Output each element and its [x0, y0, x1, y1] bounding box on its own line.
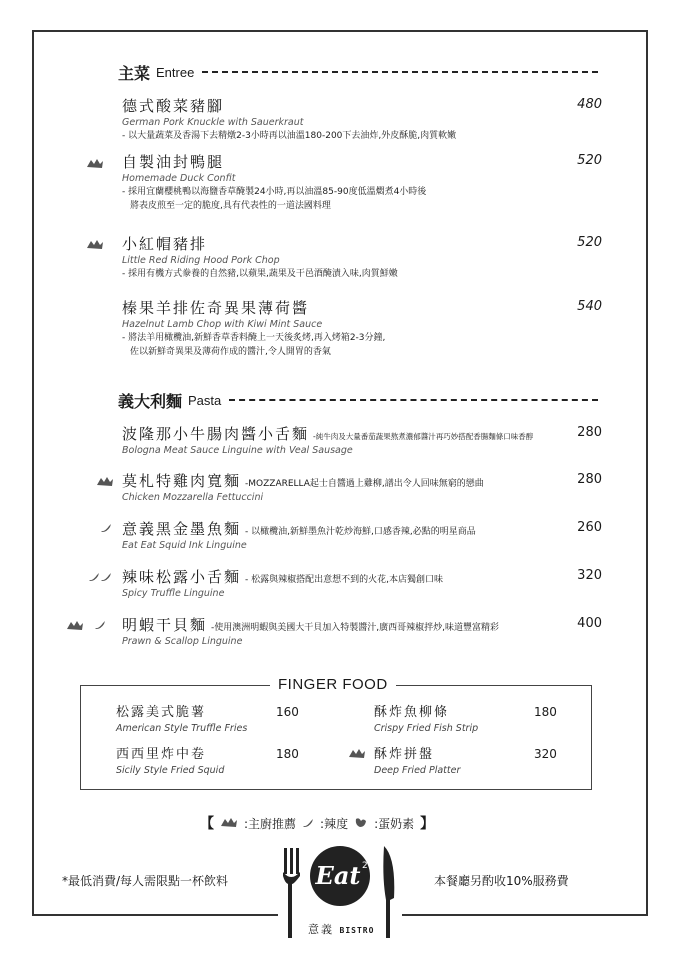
logo-text: Eat	[315, 861, 361, 890]
entree-title-zh: 主菜	[118, 63, 151, 83]
item-desc: -純牛肉及大量番茄蔬果熬煮濃郁醬汁再巧妙搭配香腸麵條口味香醇	[313, 432, 534, 441]
item-desc: - 採用有機方式豢養的自然豬,以蘋果,蔬果及干邑酒醃漬入味,肉質鮮嫩	[122, 269, 398, 279]
item-name-en: Deep Fried Platter	[374, 765, 461, 776]
item-price: 280	[577, 425, 602, 440]
item-name: 莫札特雞肉寬麵	[122, 472, 242, 490]
item-name-en: Spicy Truffle Linguine	[122, 588, 225, 599]
logo-subtitle	[308, 921, 374, 937]
item-name: 酥炸拼盤	[374, 747, 435, 762]
item-desc: -使用澳洲明蝦與美國大干貝加入特製醬汁,廣西哥辣椒拌炒,味道豐富精彩	[211, 623, 499, 633]
section-divider	[229, 399, 598, 401]
item-price: 180	[276, 747, 299, 761]
item-price: 180	[534, 705, 557, 719]
item-price: 400	[577, 616, 602, 631]
legend-spicy-label: :辣度	[320, 816, 349, 831]
item-name: 松露美式脆薯	[116, 705, 207, 720]
legend-veg-label: :蛋奶素	[374, 816, 415, 831]
chili-pepper-icon	[100, 572, 112, 582]
item-name-en: American Style Truffle Fries	[116, 723, 248, 734]
logo-sup: 2	[362, 861, 368, 871]
finger-food-title: FINGER FOOD	[270, 676, 396, 693]
eat-eat-bistro-logo	[278, 838, 402, 960]
item-name-en: Little Red Riding Hood Pork Chop	[122, 255, 280, 266]
legend-bracket-close: 】	[420, 816, 435, 832]
pasta-section-header	[118, 388, 598, 412]
item-name-en: Homemade Duck Confit	[122, 173, 236, 184]
item-price: 320	[577, 568, 602, 583]
menu-item	[122, 152, 602, 213]
item-name: 德式酸菜豬腳	[122, 97, 225, 115]
section-divider	[202, 71, 598, 73]
menu-item	[122, 519, 602, 552]
item-price: 540	[577, 299, 602, 314]
menu-item	[122, 567, 602, 600]
item-price: 160	[276, 705, 299, 719]
chef-recommend-icon	[86, 158, 104, 170]
egg-milk-vegetarian-icon	[354, 817, 368, 829]
item-price: 260	[577, 520, 602, 535]
item-name: 明蝦干貝麵	[122, 616, 208, 634]
item-desc: - 松露與辣椒搭配出意想不到的火花,本店獨創口味	[245, 575, 443, 585]
menu-item	[122, 471, 602, 504]
menu-item	[122, 298, 602, 359]
entree-title-en: Entree	[156, 64, 195, 80]
item-desc: - 以橄欖油,新鮮墨魚汁乾炒海鮮,口感香辣,必點的明星商品	[245, 527, 476, 537]
item-name-en: Crispy Fried Fish Strip	[374, 723, 479, 734]
service-charge-note: 本餐廳另酌收10%服務費	[434, 874, 569, 888]
item-price: 520	[577, 153, 602, 168]
legend-chef-label: :主廚推薦	[244, 816, 297, 831]
min-charge-note: *最低消費/每人需限點一杯飲料	[62, 874, 229, 888]
item-name: 小紅帽豬排	[122, 235, 208, 253]
item-desc: - 採用宜蘭櫻桃鴨以海鹽香草醃製24小時,再以油溫85-90度低溫燜煮4小時後	[122, 187, 427, 197]
chef-recommend-icon	[86, 239, 104, 251]
chef-recommend-icon	[220, 817, 238, 829]
pasta-title-zh: 義大利麵	[118, 391, 183, 411]
chef-recommend-icon	[348, 748, 366, 760]
item-name-en: Prawn & Scallop Linguine	[122, 636, 243, 647]
menu-item	[122, 615, 602, 648]
finger-food-item	[116, 746, 316, 778]
item-name: 西西里炸中卷	[116, 747, 207, 762]
menu-item	[122, 424, 602, 457]
menu-item	[122, 96, 602, 143]
item-name-en: Bologna Meat Sauce Linguine with Veal Sausage	[122, 445, 353, 456]
item-desc: - 以大量蔬菜及香湯下去精燉2-3小時再以油溫180-200下去油炸,外皮酥脆,肉質軟嫩	[122, 131, 457, 141]
legend-bracket-open: 【	[200, 816, 214, 832]
item-desc-2: 將表皮煎至一定的脆度,具有代表性的一道法國料理	[130, 201, 331, 211]
item-name-en: Hazelnut Lamb Chop with Kiwi Mint Sauce	[122, 319, 323, 330]
menu-item	[122, 234, 602, 281]
item-price: 480	[577, 97, 602, 112]
item-name: 榛果羊排佐奇異果薄荷醬	[122, 299, 310, 317]
item-name-en: German Pork Knuckle with Sauerkraut	[122, 117, 304, 128]
item-name-en: Sicily Style Fried Squid	[116, 765, 225, 776]
item-price: 280	[577, 472, 602, 487]
item-desc-2: 佐以新鮮奇異果及薄荷作成的醬汁,令人開胃的香氣	[130, 347, 331, 357]
chef-recommend-icon	[96, 476, 114, 488]
chili-pepper-icon	[94, 620, 106, 630]
logo-en: BISTRO	[339, 926, 375, 935]
chili-pepper-icon	[100, 523, 112, 533]
item-name-en: Chicken Mozzarella Fettuccini	[122, 492, 264, 503]
item-price: 320	[534, 747, 557, 761]
entree-section-header	[118, 60, 598, 84]
item-desc: - 將法羊用橄欖油,新鮮香草香料醃上一天後炙烤,再入烤箱2-3分鐘,	[122, 333, 386, 343]
pasta-title-en: Pasta	[188, 392, 222, 408]
finger-food-item	[374, 746, 574, 778]
item-name: 自製油封鴨腿	[122, 153, 225, 171]
item-name: 意義黑金墨魚麵	[122, 520, 242, 538]
item-name: 辣味松露小舌麵	[122, 568, 242, 586]
finger-food-item	[116, 704, 316, 736]
icon-legend	[200, 813, 434, 833]
item-desc: -MOZZARELLA起士自醬過上雞柳,譜出令人回味無窮的戀曲	[245, 479, 484, 489]
chili-pepper-icon	[302, 818, 314, 828]
item-price: 520	[577, 235, 602, 250]
finger-food-item	[374, 704, 574, 736]
item-name: 波隆那小牛腸肉醬小舌麵	[122, 425, 310, 443]
item-name: 酥炸魚柳條	[374, 705, 450, 720]
chef-recommend-icon	[66, 620, 84, 632]
item-name-en: Eat Eat Squid Ink Linguine	[122, 540, 247, 551]
chili-pepper-icon	[88, 572, 100, 582]
logo-zh: 意義	[308, 923, 334, 936]
